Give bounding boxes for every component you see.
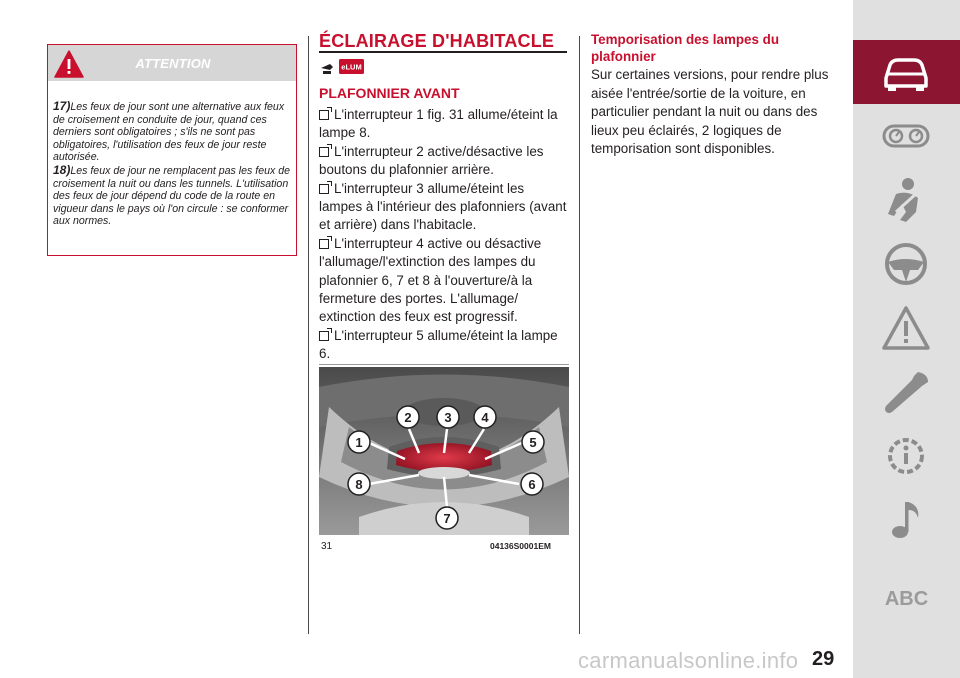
chapter-sidebar xyxy=(853,0,960,678)
warning-note xyxy=(53,164,293,228)
list-item-text: L'interrupteur 5 allume/éteint la lampe 6. xyxy=(319,327,558,362)
section-title: ÉCLAIRAGE D'HABITACLE xyxy=(319,31,555,51)
list-item xyxy=(319,106,569,143)
callout-4: 4 xyxy=(481,410,489,425)
list-item-text: L'interrupteur 3 allume/éteint les lampes à l'intérieur des plafonniers (avant et arrière) dans l'habitacle. xyxy=(319,180,567,233)
bullet-icon xyxy=(319,147,329,157)
warning-triangle-icon xyxy=(54,50,84,78)
list-item xyxy=(319,143,569,180)
figure-rule xyxy=(319,364,569,365)
nav-item-dashboard[interactable] xyxy=(853,104,960,168)
nav-item-technical[interactable] xyxy=(853,424,960,488)
ceiling-light-photo xyxy=(319,367,569,535)
figure-code: 04136S0001EM xyxy=(490,541,551,551)
figure-number: 31 xyxy=(321,541,333,552)
music-note-icon xyxy=(878,496,934,544)
wrench-icon xyxy=(878,368,934,416)
note-text: Les feux de jour ne remplacent pas les feux de croisement la nuit ou dans les tunnels. L'utilisation des feux de jour dépend du code de la route en vigueur dans le pays où l'on circule : se conformer aux normes. xyxy=(53,164,291,228)
nav-item-multimedia[interactable] xyxy=(853,488,960,552)
nav-item-maintenance[interactable] xyxy=(853,360,960,424)
nav-item-driving[interactable] xyxy=(853,232,960,296)
switch-list xyxy=(319,106,569,364)
seatbelt-icon xyxy=(878,176,934,224)
watermark: carmanualsonline.info xyxy=(578,648,799,673)
title-rule xyxy=(319,51,567,53)
steering-wheel-icon xyxy=(878,240,934,288)
note-text: Les feux de jour sont une alternative aux feux de croisement en conduite de jour, quand ces derniers sont obligatoires ; s'ils ne sont pas obligatoires, l'utilisation des feux de jour reste autorisée. xyxy=(53,101,285,164)
note-number: 17) xyxy=(53,99,71,113)
warning-title: ATTENTION xyxy=(135,56,211,71)
nav-item-safety[interactable] xyxy=(853,168,960,232)
list-item xyxy=(319,235,569,327)
lum-function-icon xyxy=(320,58,366,76)
callout-2: 2 xyxy=(404,410,412,425)
right-heading: Temporisation des lampes du plafonnier xyxy=(591,32,780,64)
bullet-icon xyxy=(319,331,329,341)
lum-icon-label: eLUM xyxy=(341,62,362,72)
callout-5: 5 xyxy=(529,435,537,450)
right-paragraph: Sur certaines versions, pour rendre plus aisée l'entrée/sortie de la voiture, en particulier pendant la nuit ou dans des lieux peu éclairés, 2 logiques de temporisation sont disponibles. xyxy=(591,67,829,157)
nav-item-vehicle[interactable] xyxy=(853,40,960,104)
info-gear-icon xyxy=(878,432,934,480)
callout-1: 1 xyxy=(355,435,363,450)
list-item xyxy=(319,327,569,364)
subsection-title: PLAFONNIER AVANT xyxy=(319,85,460,101)
warning-notes xyxy=(53,100,293,228)
dashboard-icon xyxy=(878,112,934,160)
callout-6: 6 xyxy=(528,477,536,492)
column-divider-right xyxy=(579,36,580,634)
warning-icon xyxy=(878,304,934,352)
nav-item-emergency[interactable] xyxy=(853,296,960,360)
list-item xyxy=(319,180,569,235)
column-divider-left xyxy=(308,36,309,634)
car-icon xyxy=(878,48,934,96)
callout-7: 7 xyxy=(443,511,451,526)
bullet-icon xyxy=(319,239,329,249)
callout-8: 8 xyxy=(355,477,363,492)
nav-item-index[interactable]: ABC xyxy=(884,588,929,610)
bullet-icon xyxy=(319,184,329,194)
callout-3: 3 xyxy=(444,410,452,425)
warning-box xyxy=(47,44,297,256)
warning-note xyxy=(53,100,293,164)
page-number: 29 xyxy=(812,648,835,670)
list-item-text: L'interrupteur 2 active/désactive les boutons du plafonnier arrière. xyxy=(319,143,544,178)
note-number: 18) xyxy=(53,162,71,177)
list-item-text: L'interrupteur 4 active ou désactive l'allumage/l'extinction des lampes du plafonnier 6, 7 et 8 à l'ouverture/à la fermeture des portes. L'allumage/ extinction des feux est progressif. xyxy=(319,235,542,325)
bullet-icon xyxy=(319,110,329,120)
warning-header xyxy=(48,45,296,81)
list-item-text: L'interrupteur 1 fig. 31 allume/éteint la lampe 8. xyxy=(319,107,558,141)
